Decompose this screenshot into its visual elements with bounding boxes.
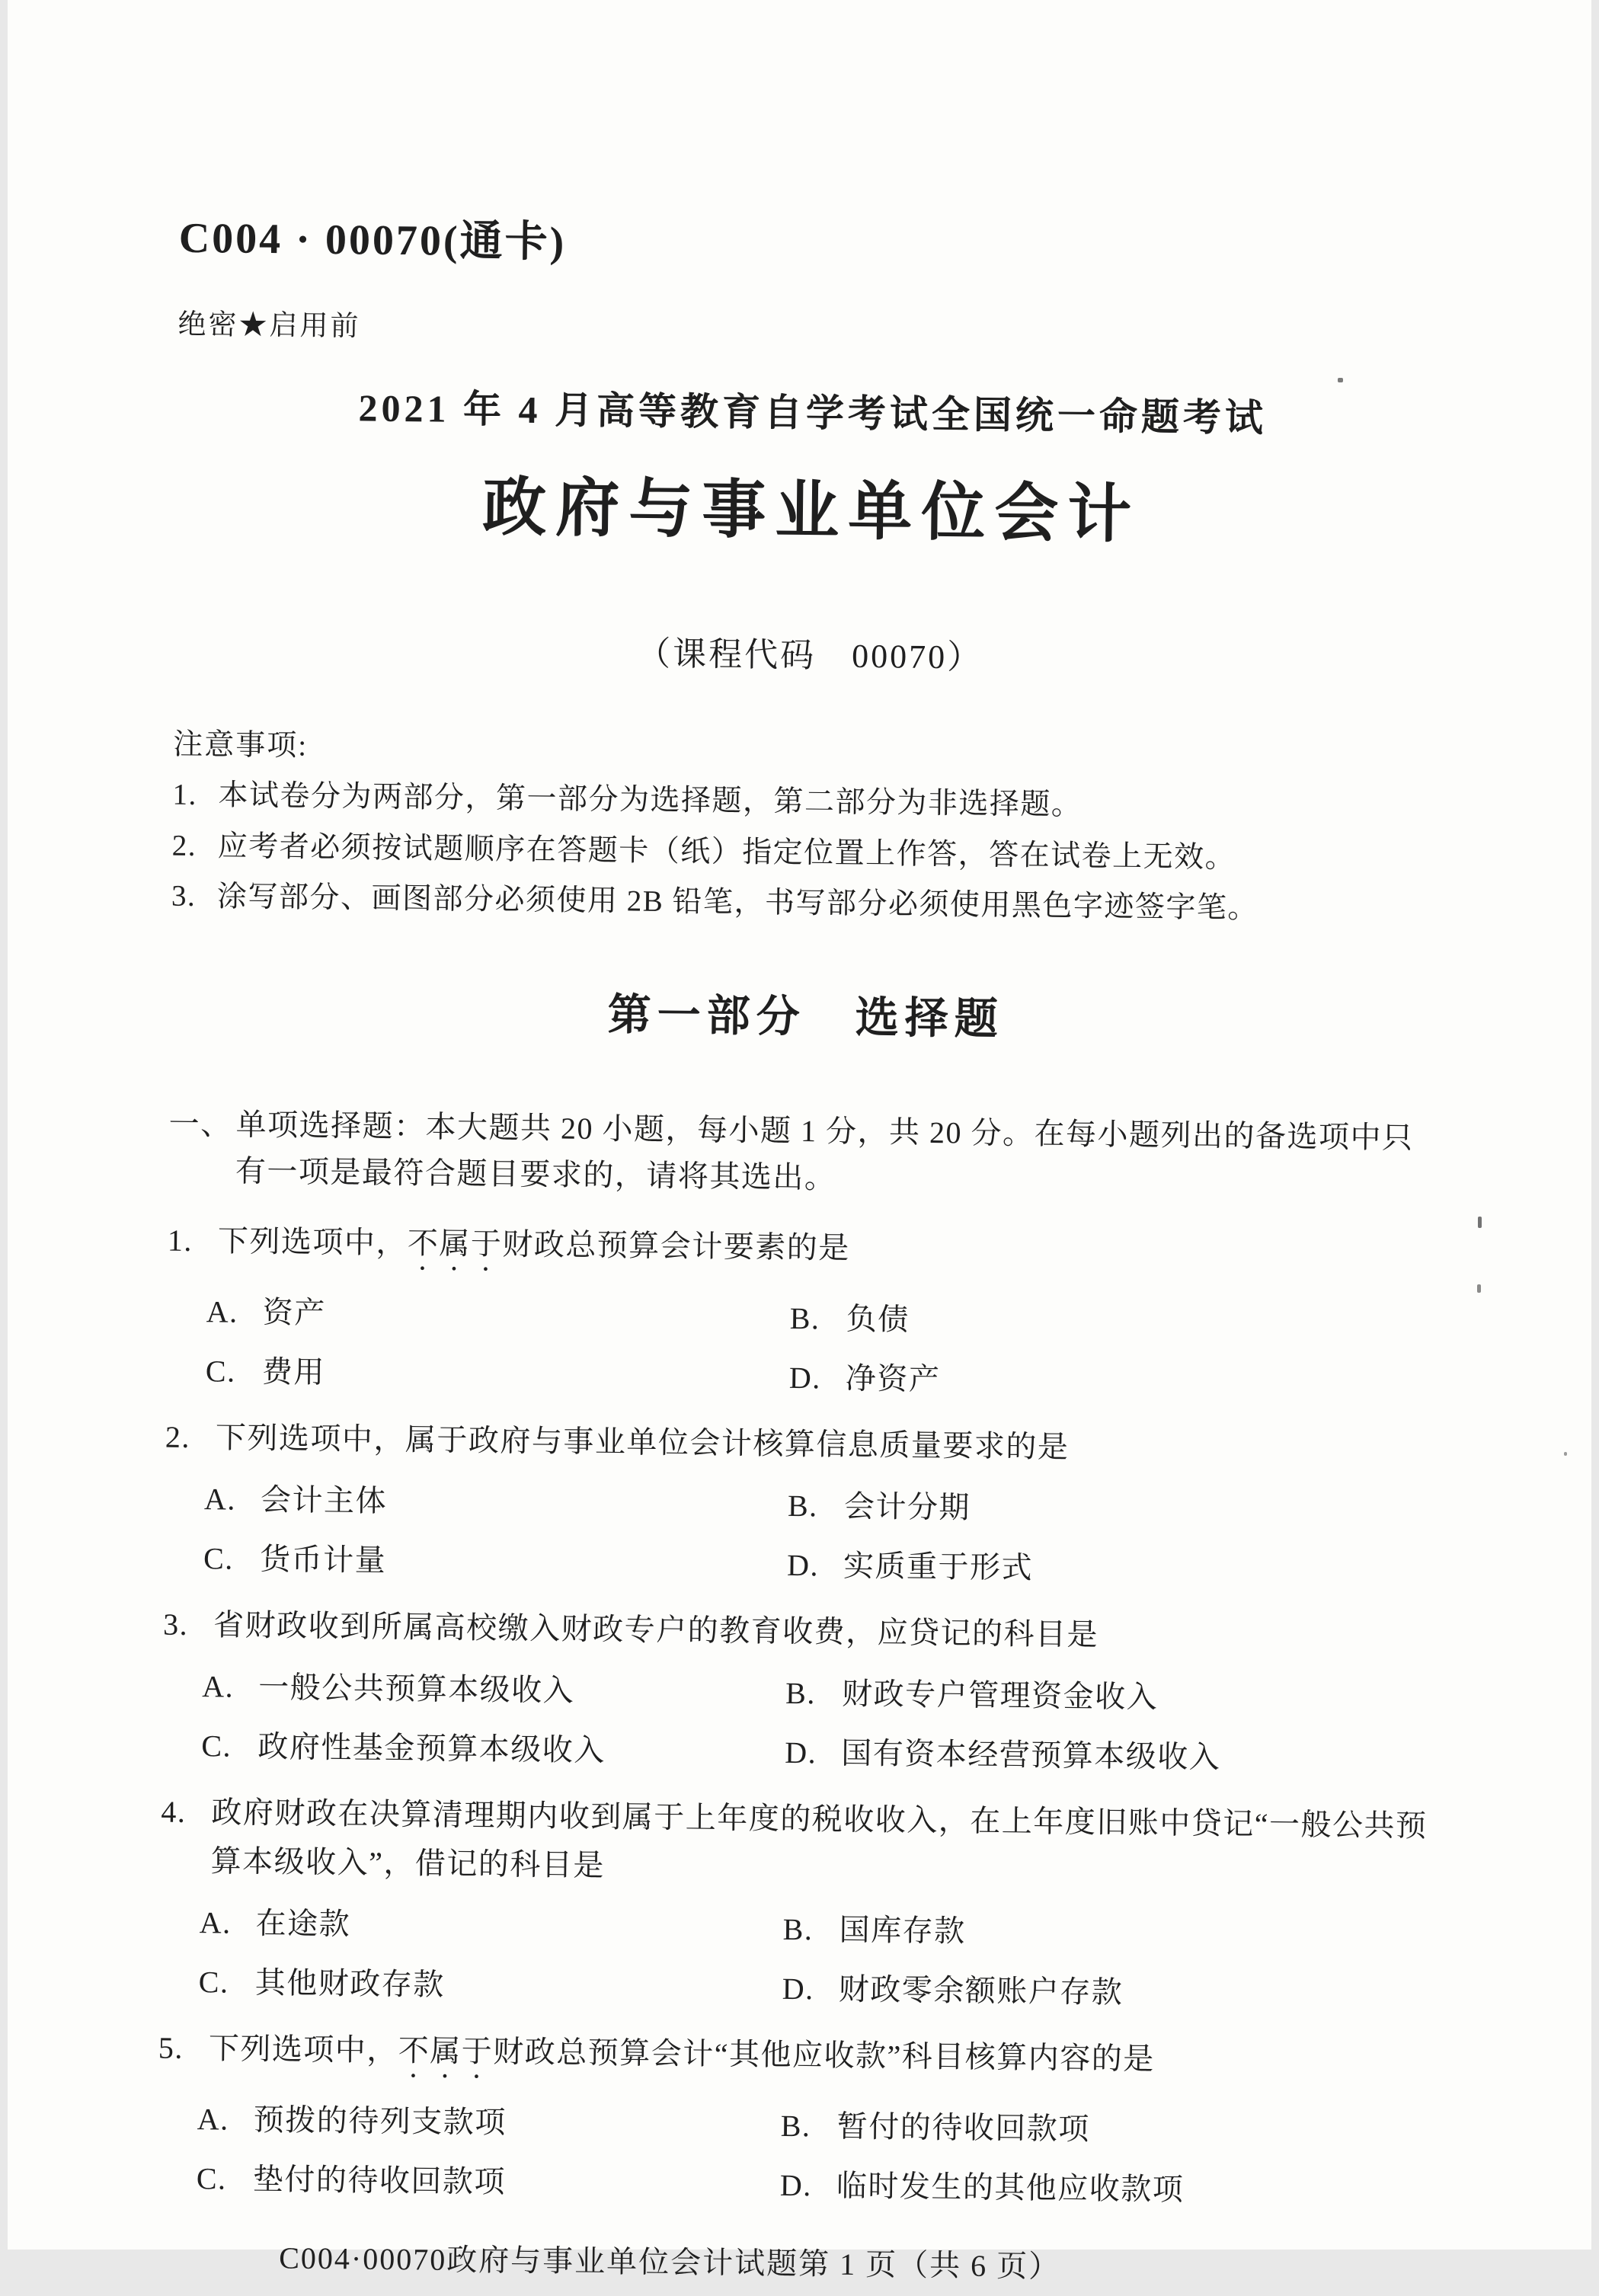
option-text: 临时发生的其他应收款项 <box>836 2169 1185 2208</box>
option <box>789 1359 1438 1405</box>
note-item <box>171 823 1444 882</box>
option <box>206 1293 791 1338</box>
option-label: A. <box>199 1905 232 1941</box>
option-text: 会计分期 <box>843 1489 971 1526</box>
option-grid <box>197 2101 1429 2212</box>
question <box>161 1600 1434 1780</box>
option-label: D. <box>779 2168 812 2203</box>
stem-text: 政府财政在决算清理期内收到属于上年度的税收收入，在上年度旧账中贷记“一般公共预算本级收入”，借记的科目是 <box>210 1795 1428 1883</box>
option-text: 财政零余额账户存款 <box>838 1972 1124 2010</box>
option <box>203 1540 788 1585</box>
question <box>159 1788 1433 2016</box>
option-text: 资产 <box>262 1295 327 1331</box>
stem-text: 下列选项中， <box>217 1223 408 1261</box>
option <box>197 2101 781 2146</box>
question-stem <box>210 1789 1432 1900</box>
note-text: 本试卷分为两部分，第一部分为选择题，第二部分为非选择题。 <box>218 779 1083 822</box>
option-text: 暂付的待收回款项 <box>836 2109 1090 2147</box>
option-text: 国库存款 <box>839 1913 966 1949</box>
option-label: A. <box>197 2102 229 2138</box>
option-label: B. <box>785 1676 817 1711</box>
option-text: 财政专户管理资金收入 <box>841 1677 1159 1715</box>
option-label: A. <box>206 1294 238 1330</box>
option <box>202 1668 786 1713</box>
section-intro <box>168 1101 1441 1208</box>
option <box>785 1734 1434 1780</box>
stem-text: 财政总预算会计“其他应收款”科目核算内容的是 <box>493 2034 1156 2077</box>
option-grid <box>206 1293 1438 1405</box>
option-text: 一般公共预算本级收入 <box>257 1670 575 1709</box>
option-label: B. <box>787 1489 818 1524</box>
question <box>157 2024 1430 2212</box>
option-label: D. <box>786 1548 820 1583</box>
option-label: B. <box>782 1912 814 1947</box>
note-item <box>172 773 1444 832</box>
option-label: C. <box>198 1965 229 2000</box>
question-stem <box>213 1601 1435 1664</box>
option-label: B. <box>780 2109 811 2144</box>
option <box>780 2107 1429 2153</box>
option-text: 实质重于形式 <box>843 1549 1034 1585</box>
option-text: 国有资本经营预算本级收入 <box>841 1736 1221 1775</box>
option <box>199 1964 783 2009</box>
note-number: 3. <box>171 879 197 913</box>
option-text: 其他财政存款 <box>254 1965 446 2003</box>
secrecy-label: 绝密★启用前 <box>177 309 361 343</box>
option-text: 垫付的待收回款项 <box>252 2162 507 2200</box>
question-stem-row <box>163 1600 1435 1664</box>
option-text: 政府性基金预算本级收入 <box>257 1729 606 1768</box>
question-number: 4. <box>161 1795 187 1830</box>
option-label: B. <box>789 1301 820 1336</box>
option-text: 净资产 <box>845 1361 941 1397</box>
question-number: 1. <box>167 1223 193 1258</box>
option-label: D. <box>785 1735 817 1770</box>
option-text: 负债 <box>846 1302 910 1338</box>
option-grid <box>203 1481 1436 1592</box>
exam-paper-page <box>8 0 1591 2285</box>
note-number: 1. <box>172 778 198 812</box>
question-stem <box>217 1217 1439 1289</box>
option-grid <box>201 1668 1434 1780</box>
question <box>166 1217 1439 1405</box>
question-number: 3. <box>162 1607 189 1642</box>
option <box>789 1300 1438 1345</box>
option-label: D. <box>782 1971 814 2007</box>
note-number: 2. <box>171 829 197 862</box>
exam-subject-title: 政府与事业单位会计 <box>481 472 1141 551</box>
option-label: A. <box>201 1669 235 1705</box>
section-number: 一、 <box>168 1106 232 1142</box>
note-text: 应考者必须按试题顺序在答题卡（纸）指定位置上作答，答在试卷上无效。 <box>217 829 1236 875</box>
option <box>782 1911 1431 1956</box>
option-text: 费用 <box>261 1354 326 1390</box>
paper-code: C004 · 00070(通卡) <box>178 214 567 267</box>
question-number: 2. <box>165 1420 191 1455</box>
option <box>197 2160 781 2205</box>
scan-speck <box>1564 1452 1567 1456</box>
stem-text: 省财政收到所属高校缴入财政专户的教育收费，应贷记的科目是 <box>213 1607 1099 1652</box>
question-number: 5. <box>158 2030 184 2066</box>
option <box>788 1487 1437 1533</box>
option-label: C. <box>205 1354 236 1389</box>
question-stem-row <box>167 1217 1439 1289</box>
option <box>204 1481 788 1526</box>
option <box>782 1970 1431 2016</box>
notes-title: 注意事项: <box>173 727 309 763</box>
option-text: 货币计量 <box>259 1542 387 1578</box>
stem-text: 财政总预算会计要素的是 <box>502 1227 851 1266</box>
part-one-title: 第一部分 选择题 <box>607 990 1005 1044</box>
note-item <box>171 875 1444 933</box>
option-label: A. <box>203 1482 237 1517</box>
scan-speck <box>1478 1217 1482 1228</box>
question-stem <box>216 1414 1438 1476</box>
question <box>164 1413 1437 1592</box>
stem-emphasis: 不属于 <box>398 2033 494 2069</box>
page-footer: C004·00070政府与事业单位会计试题第 1 页（共 6 页） <box>278 2240 1061 2285</box>
course-code: （课程代码 00070） <box>636 635 983 676</box>
note-text: 涂写部分、画图部分必须使用 2B 铅笔，书写部分必须使用黑色字迹签字笔。 <box>216 880 1259 925</box>
option <box>787 1546 1436 1592</box>
option <box>780 2166 1429 2212</box>
stem-text: 下列选项中，属于政府与事业单位会计核算信息质量要求的是 <box>215 1420 1070 1465</box>
exam-session-title: 2021 年 4 月高等教育自学考试全国统一命题考试 <box>358 385 1268 440</box>
stem-text: 下列选项中， <box>208 2031 399 2068</box>
question-stem-row <box>158 2024 1430 2096</box>
option-text: 会计主体 <box>260 1482 388 1519</box>
option-text: 预拨的待列支款项 <box>253 2103 507 2141</box>
option-label: C. <box>201 1728 232 1764</box>
option-grid <box>199 1904 1431 2016</box>
option <box>199 1904 783 1949</box>
question-list <box>157 1217 1440 2212</box>
option <box>201 1728 785 1773</box>
option-label: C. <box>196 2161 227 2197</box>
option <box>785 1674 1434 1720</box>
scan-speck <box>1338 378 1343 382</box>
option-text: 在途款 <box>255 1906 351 1942</box>
section-intro-text: 单项选择题：本大题共 20 小题，每小题 1 分，共 20 分。在每小题列出的备选项中只有一项是最符合题目要求的，请将其选出。 <box>235 1107 1414 1195</box>
question-stem <box>208 2025 1430 2096</box>
question-stem-row <box>160 1788 1432 1900</box>
option <box>206 1353 790 1398</box>
stem-emphasis: 不属于 <box>407 1226 503 1262</box>
scan-speck <box>1477 1284 1481 1293</box>
question-stem-row <box>165 1413 1438 1476</box>
option-label: D. <box>788 1361 822 1396</box>
option-label: C. <box>203 1541 235 1577</box>
